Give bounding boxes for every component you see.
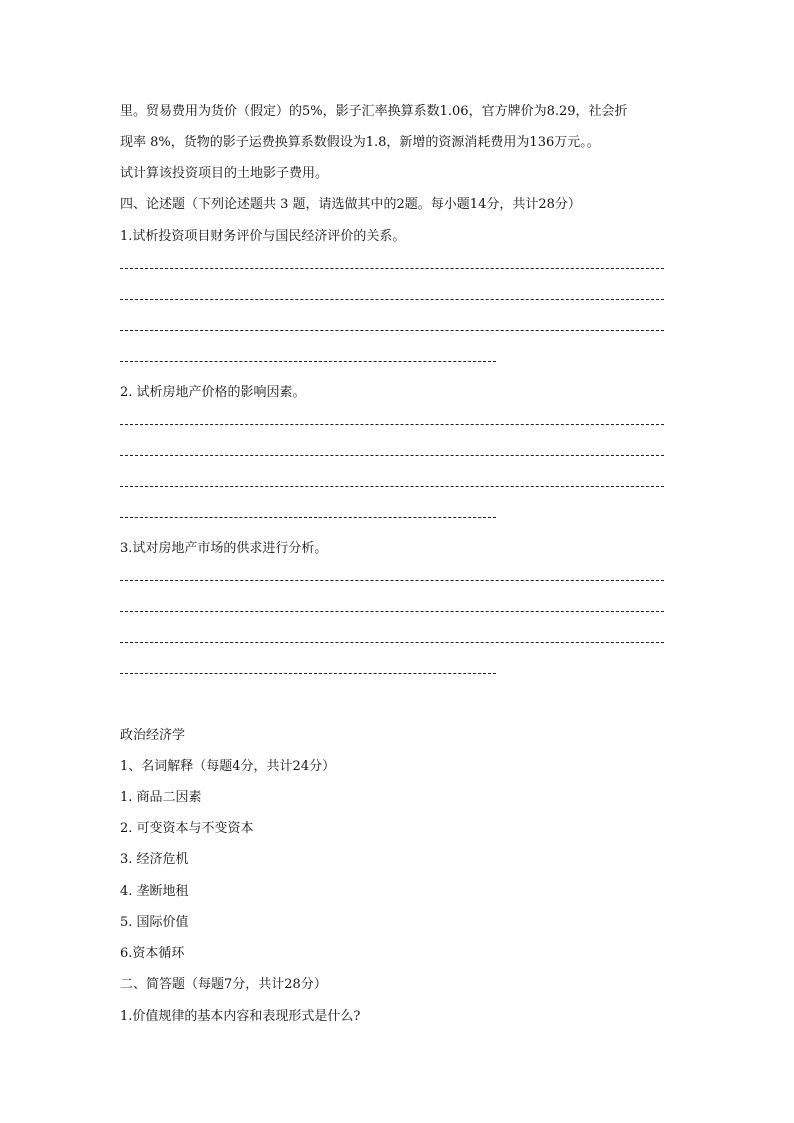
- section-heading-short-answer: 二、简答题（每题7分，共计28分）: [120, 977, 327, 992]
- answer-line: [120, 611, 664, 612]
- term-item: 6.资本循环: [120, 946, 185, 961]
- answer-line: [120, 330, 664, 331]
- body-text-line: 里。贸易费用为货价（假定）的5%，影子汇率换算系数1.06，官方牌价为8.29，社会折: [120, 104, 628, 119]
- body-text-line: 现率 8%，货物的影子运费换算系数假设为1.8，新增的资源消耗费用为136万元。。: [120, 135, 600, 150]
- term-item: 3. 经济危机: [120, 852, 189, 867]
- essay-question-1: 1.试析投资项目财务评价与国民经济评价的关系。: [120, 229, 406, 244]
- answer-line: [120, 299, 664, 300]
- section-heading-terms: 1、名词解释（每题4分，共计24分）: [120, 759, 336, 774]
- answer-line: [120, 486, 664, 487]
- answer-line: [120, 361, 496, 362]
- answer-line: [120, 424, 664, 425]
- short-answer-question-1: 1.价值规律的基本内容和表现形式是什么?: [120, 1009, 361, 1024]
- section-heading-essay: 四、论述题（下列论述题共 3 题，请选做其中的2题。每小题14分，共计28分）: [120, 197, 581, 212]
- answer-line: [120, 580, 664, 581]
- term-item: 4. 垄断地租: [120, 884, 189, 899]
- answer-line: [120, 673, 496, 674]
- term-item: 5. 国际价值: [120, 915, 189, 930]
- answer-line: [120, 455, 664, 456]
- essay-question-2: 2. 试析房地产价格的影响因素。: [120, 385, 306, 400]
- answer-line: [120, 517, 496, 518]
- body-text-line: 试计算该投资项目的土地影子费用。: [120, 166, 329, 181]
- term-item: 2. 可变资本与不变资本: [120, 821, 254, 836]
- essay-question-3: 3.试对房地产市场的供求进行分析。: [120, 541, 328, 556]
- term-item: 1. 商品二因素: [120, 790, 202, 805]
- answer-line: [120, 268, 664, 269]
- subject-title: 政治经济学: [120, 728, 186, 743]
- answer-line: [120, 642, 664, 643]
